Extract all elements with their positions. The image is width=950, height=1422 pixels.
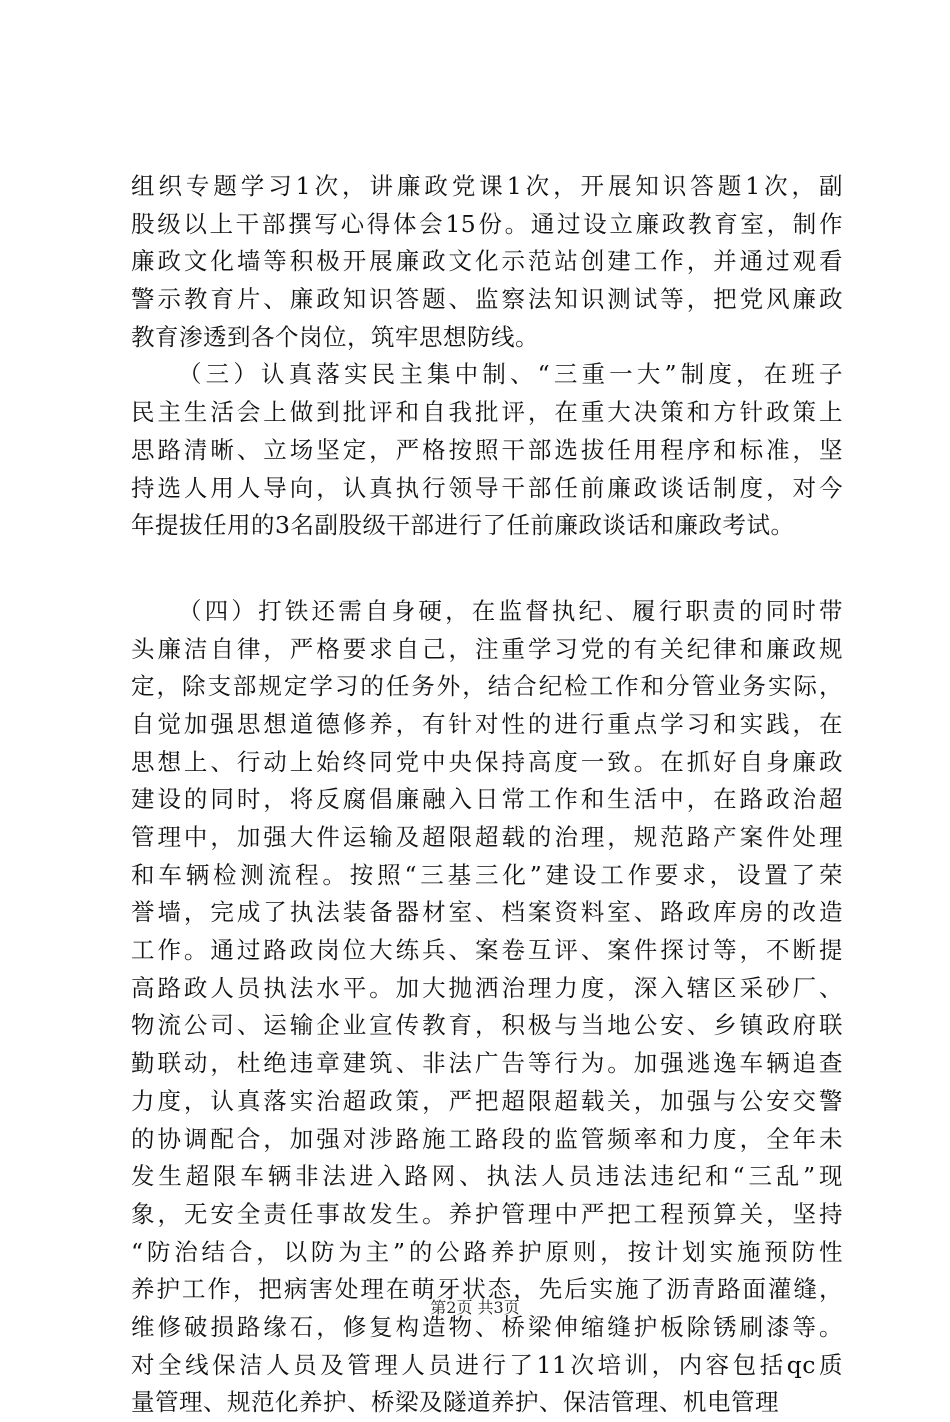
text-line: 管理中，加强大件运输及超限超载的治理，规范路产案件处理 xyxy=(131,823,843,851)
text-line: 廉政文化墙等积极开展廉政文化示范站创建工作，并通过观看 xyxy=(131,247,843,276)
text-line: 定，除支部规定学习的任务外，结合纪检工作和分管业务实际， xyxy=(131,672,843,701)
text-line: 力度，认真落实治超政策，严把超限超载关，加强与公安交警 xyxy=(131,1086,843,1115)
text-line: 工作。通过路政岗位大练兵、案卷互评、案件探讨等，不断提 xyxy=(131,936,843,965)
text-line: 量管理、规范化养护、桥梁及隧道养护、保洁管理、机电管理 xyxy=(131,1388,779,1417)
text-line: 年提拔任用的3名副股级干部进行了任前廉政谈话和廉政考试。 xyxy=(131,511,795,540)
text-line: 的协调配合，加强对涉路施工路段的监管频率和力度，全年未 xyxy=(131,1124,843,1153)
text-line: 股级以上干部撰写心得体会15份。通过设立廉政教育室，制作 xyxy=(131,209,843,238)
text-line: 高路政人员执法水平。加大抛洒治理力度，深入辖区采砂厂、 xyxy=(131,973,843,1002)
paragraph-p1 xyxy=(131,168,843,356)
text-line: 持选人用人导向，认真执行领导干部任前廉政谈话制度，对今 xyxy=(131,473,843,502)
paragraph-p2 xyxy=(131,356,843,544)
text-line: 维修破损路缘石，修复构造物、桥梁伸缩缝护板除锈刷漆等。 xyxy=(131,1312,843,1341)
document-body xyxy=(131,168,843,1422)
text-line: 和车辆检测流程。按照“三基三化”建设工作要求，设置了荣 xyxy=(131,860,843,889)
text-line: 发生超限车辆非法进入路网、执法人员违法违纪和“三乱”现 xyxy=(131,1162,843,1191)
text-line: 思路清晰、立场坚定，严格按照干部选拔任用程序和标准，坚 xyxy=(131,435,843,464)
text-line: 民主生活会上做到批评和自我批评，在重大决策和方针政策上 xyxy=(131,398,843,427)
text-line: 象，无安全责任事故发生。养护管理中严把工程预算关，坚持 xyxy=(131,1199,843,1228)
text-line: 誉墙，完成了执法装备器材室、档案资料室、路政库房的改造 xyxy=(131,898,843,927)
text-line: （四）打铁还需自身硬，在监督执纪、履行职责的同时带 xyxy=(178,596,843,625)
text-line: 警示教育片、廉政知识答题、监察法知识测试等，把党风廉政 xyxy=(131,285,843,314)
text-line: 组织专题学习1次，讲廉政党课1次，开展知识答题1次，副 xyxy=(131,172,843,200)
page-footer: 第2页 共3页 xyxy=(430,1298,520,1317)
text-line: 自觉加强思想道德修养，有针对性的进行重点学习和实践，在 xyxy=(131,709,843,738)
paragraph-gap xyxy=(131,545,843,593)
text-line: 养护工作，把病害处理在萌牙状态，先后实施了沥青路面灌缝， xyxy=(131,1275,843,1304)
text-line: 建设的同时，将反腐倡廉融入日常工作和生活中，在路政治超 xyxy=(131,785,843,814)
text-line: 勤联动，杜绝违章建筑、非法广告等行为。加强逃逸车辆追查 xyxy=(131,1049,843,1078)
text-line: 头廉洁自律，严格要求自己，注重学习党的有关纪律和廉政规 xyxy=(131,634,843,663)
text-line: “防治结合，以防为主”的公路养护原则，按计划实施预防性 xyxy=(131,1237,843,1266)
text-line: 教育渗透到各个岗位，筑牢思想防线。 xyxy=(131,322,539,351)
text-line: （三）认真落实民主集中制、“三重一大”制度，在班子 xyxy=(178,360,843,389)
text-line: 对全线保洁人员及管理人员进行了11次培训，内容包括qc质 xyxy=(131,1350,843,1379)
text-line: 物流公司、运输企业宣传教育，积极与当地公安、乡镇政府联 xyxy=(131,1011,843,1040)
text-line: 思想上、行动上始终同党中央保持高度一致。在抓好自身廉政 xyxy=(131,747,843,776)
